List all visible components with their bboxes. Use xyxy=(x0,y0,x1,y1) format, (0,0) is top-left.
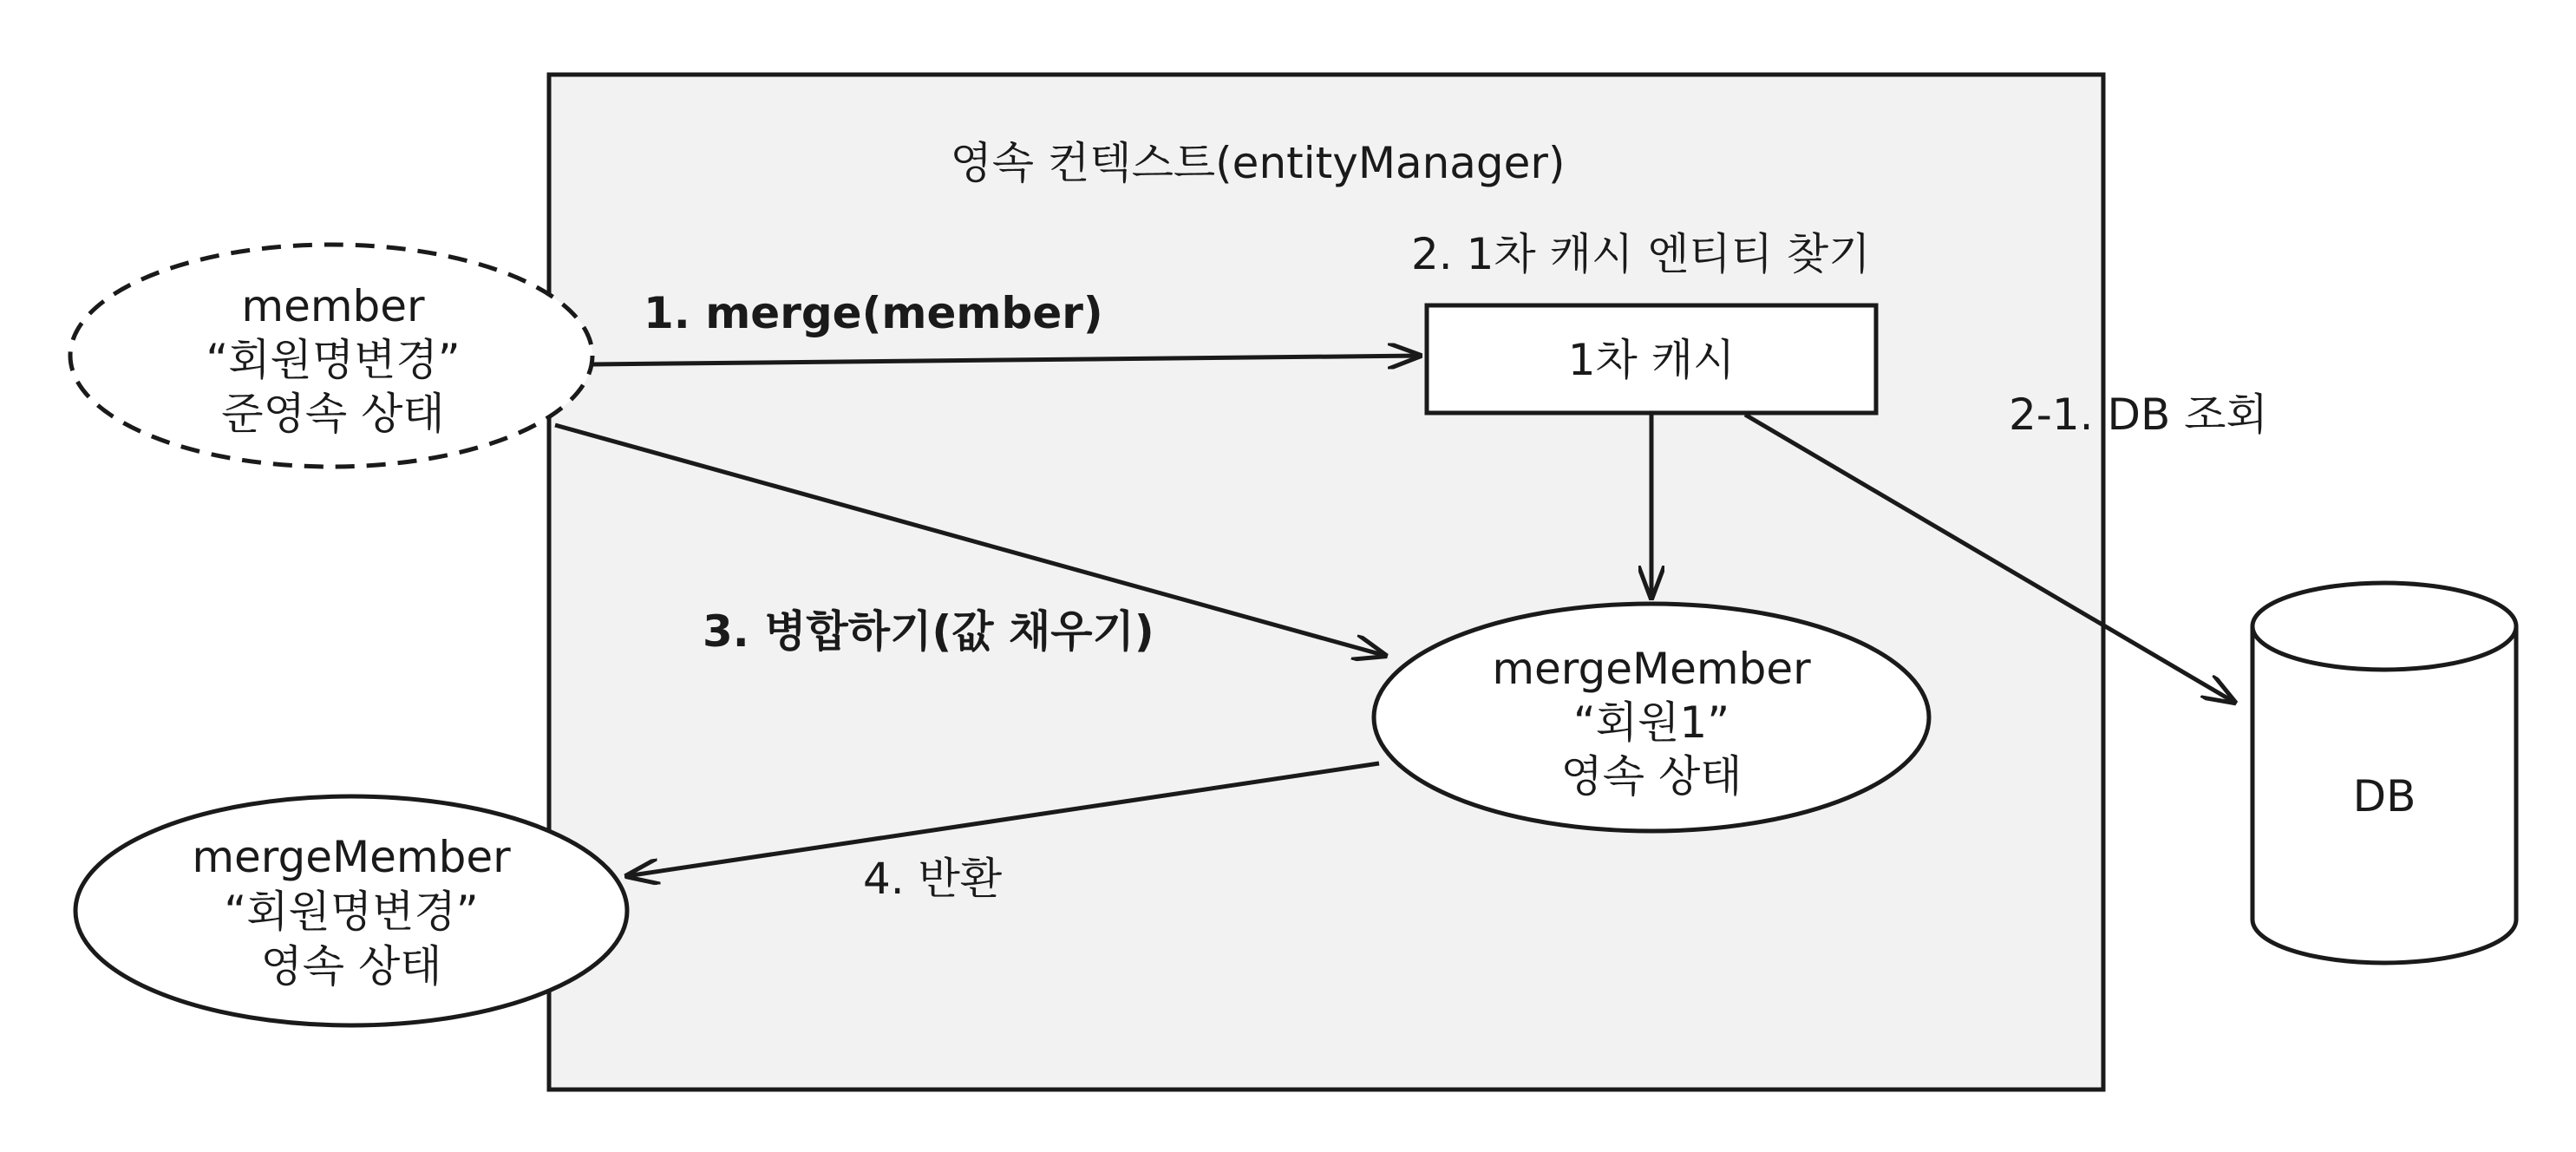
first-level-cache-label: 1차 캐시 xyxy=(1567,335,1736,385)
db-query-label: 2-1. DB 조회 xyxy=(2009,389,2268,440)
db-label: DB xyxy=(2352,771,2416,821)
merge-member-value: “회원1” xyxy=(1572,697,1730,748)
merge-call-label: 1. merge(member) xyxy=(644,288,1103,338)
persistence-context-box xyxy=(549,75,2103,1090)
detached-member-name: member xyxy=(241,281,425,331)
returned-member-name: mergeMember xyxy=(192,832,511,882)
find-in-cache-label: 2. 1차 캐시 엔티티 찾기 xyxy=(1411,229,1871,279)
returned-member-state: 영속 상태 xyxy=(260,941,442,992)
detached-member-state: 준영속 상태 xyxy=(221,389,445,439)
context-title: 영속 컨텍스트(entityManager) xyxy=(950,138,1566,188)
detached-member-value: “회원명변경” xyxy=(206,335,461,385)
return-label: 4. 반환 xyxy=(863,854,1003,904)
merge-member-name: mergeMember xyxy=(1492,644,1811,694)
returned-member-value: “회원명변경” xyxy=(224,887,479,937)
merge-member-state: 영속 상태 xyxy=(1560,751,1742,802)
merge-values-label: 3. 병합하기(값 채우기) xyxy=(703,606,1154,657)
